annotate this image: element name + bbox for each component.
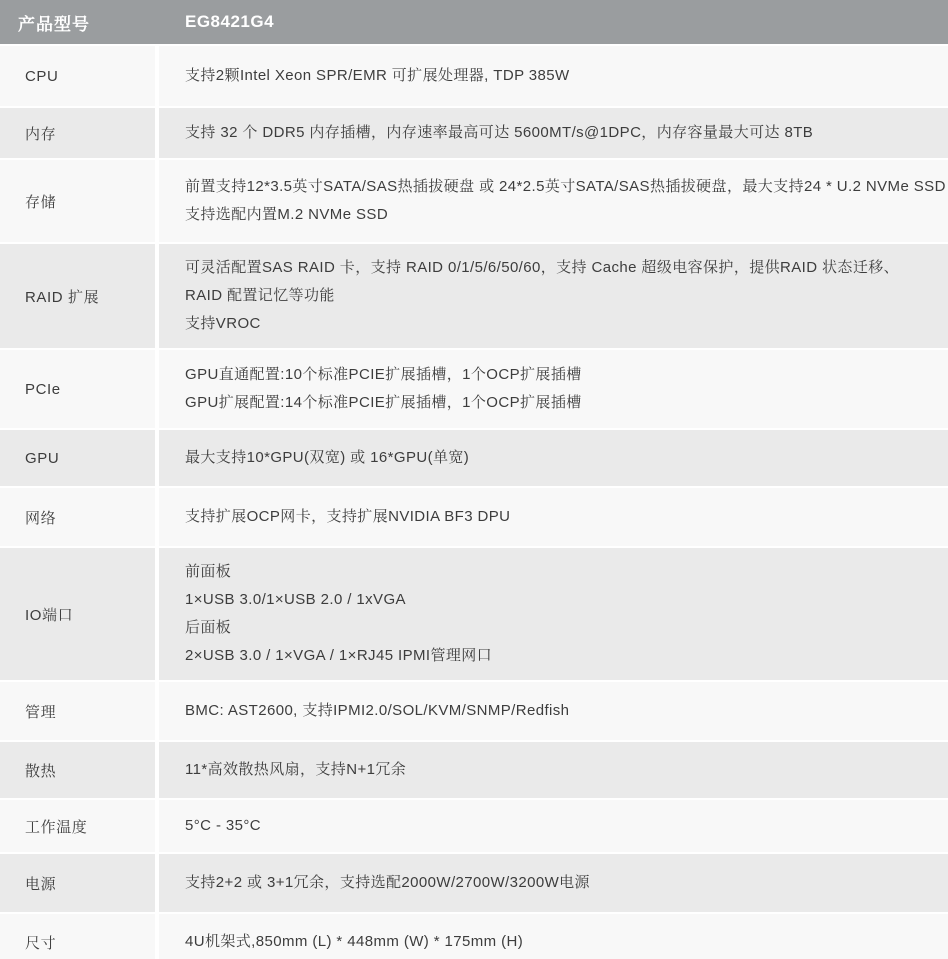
row-content-line: 1×USB 3.0/1×USB 2.0 / 1xVGA xyxy=(185,591,406,608)
table-row xyxy=(0,914,948,959)
row-label: IO端口 xyxy=(0,548,155,680)
row-content xyxy=(159,914,948,959)
row-content-line: 最大支持10*GPU(双宽) 或 16*GPU(单宽) xyxy=(185,449,470,466)
row-label: 内存 xyxy=(0,108,155,158)
row-content-line: 支持选配内置M.2 NVMe SSD xyxy=(185,206,389,223)
table-row xyxy=(0,108,948,158)
row-label: 网络 xyxy=(0,488,155,546)
table-row xyxy=(0,548,948,680)
row-content-line: 4U机架式,850mm (L) * 448mm (W) * 175mm (H) xyxy=(185,933,524,950)
row-content-line: RAID 配置记忆等功能 xyxy=(185,287,335,304)
header-model-value: EG8421G4 xyxy=(185,12,275,31)
row-label: 工作温度 xyxy=(0,800,155,852)
row-content-line: 11*高效散热风扇，支持N+1冗余 xyxy=(185,761,407,778)
row-content-line: GPU扩展配置:14个标准PCIE扩展插槽，1个OCP扩展插槽 xyxy=(185,394,582,411)
row-content-line: 支持2颗Intel Xeon SPR/EMR 可扩展处理器, TDP 385W xyxy=(185,67,570,84)
row-content-line: 5°C - 35°C xyxy=(185,817,262,834)
table-row xyxy=(0,742,948,798)
row-content xyxy=(159,108,948,158)
table-row xyxy=(0,488,948,546)
table-row xyxy=(0,160,948,242)
row-content xyxy=(159,160,948,242)
row-content xyxy=(159,46,948,106)
row-label: CPU xyxy=(0,46,155,106)
row-content xyxy=(159,244,948,348)
row-content-line: BMC: AST2600, 支持IPMI2.0/SOL/KVM/SNMP/Redfish xyxy=(185,702,570,719)
row-label: 存储 xyxy=(0,160,155,242)
row-content-line: 前置支持12*3.5英寸SATA/SAS热插拔硬盘 或 24*2.5英寸SATA/SAS热插拔硬盘，最大支持24 * U.2 NVMe SSD xyxy=(185,178,946,195)
row-content xyxy=(159,488,948,546)
table-row xyxy=(0,244,948,348)
row-content xyxy=(159,854,948,912)
row-label: 尺寸 xyxy=(0,914,155,959)
row-label: GPU xyxy=(0,430,155,486)
row-label: 电源 xyxy=(0,854,155,912)
row-label: 管理 xyxy=(0,682,155,740)
row-content xyxy=(159,548,948,680)
row-content-line: 后面板 xyxy=(185,619,232,636)
row-content-line: GPU直通配置:10个标准PCIE扩展插槽，1个OCP扩展插槽 xyxy=(185,366,582,383)
spec-rows-container xyxy=(0,46,948,959)
table-row xyxy=(0,430,948,486)
row-content xyxy=(159,742,948,798)
row-content-line: 前面板 xyxy=(185,563,232,580)
header-product-model-label: 产品型号 xyxy=(18,14,90,34)
table-row xyxy=(0,800,948,852)
row-content-line: 2×USB 3.0 / 1×VGA / 1×RJ45 IPMI管理网口 xyxy=(185,647,493,664)
row-label: RAID 扩展 xyxy=(0,244,155,348)
row-content-line: 支持2+2 或 3+1冗余，支持选配2000W/2700W/3200W电源 xyxy=(185,874,590,891)
row-content xyxy=(159,800,948,852)
row-content xyxy=(159,350,948,428)
row-content-line: 支持VROC xyxy=(185,315,261,332)
row-label: 散热 xyxy=(0,742,155,798)
row-content-line: 可灵活配置SAS RAID 卡，支持 RAID 0/1/5/6/50/60，支持 Cache 超级电容保护，提供RAID 状态迁移、 xyxy=(185,259,900,276)
row-label: PCIe xyxy=(0,350,155,428)
table-row xyxy=(0,46,948,106)
row-content xyxy=(159,682,948,740)
row-content-line: 支持 32 个 DDR5 内存插槽，内存速率最高可达 5600MT/s@1DPC，内存容量最大可达 8TB xyxy=(185,124,814,141)
table-row xyxy=(0,854,948,912)
row-content xyxy=(159,430,948,486)
table-header-row xyxy=(0,0,948,44)
table-row xyxy=(0,350,948,428)
row-content-line: 支持扩展OCP网卡，支持扩展NVIDIA BF3 DPU xyxy=(185,508,511,525)
table-row xyxy=(0,682,948,740)
